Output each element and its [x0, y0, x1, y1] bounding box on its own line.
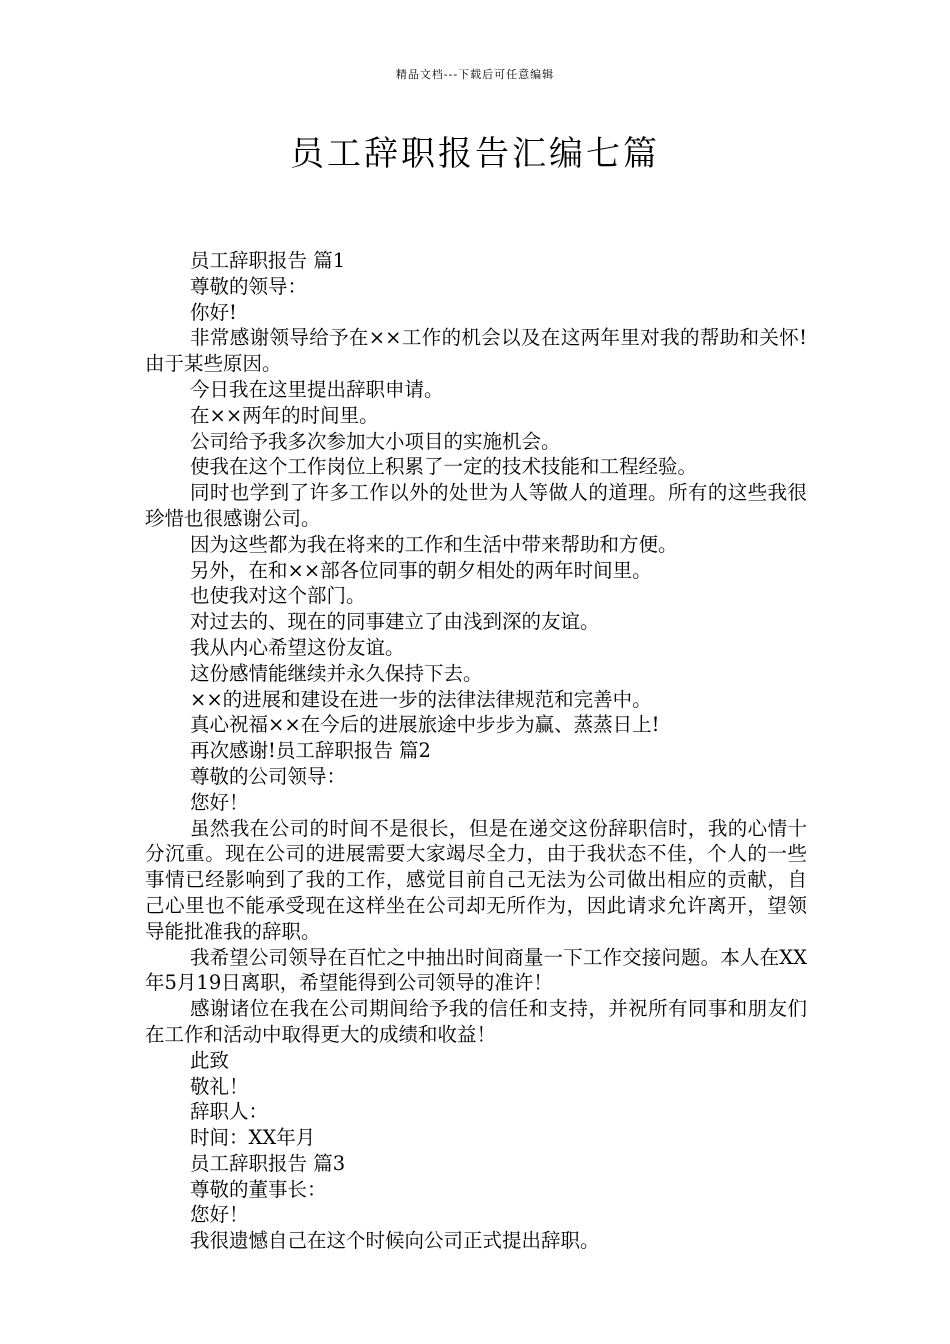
document-title: 员工辞职报告汇编七篇	[290, 134, 660, 174]
paragraph: 因为这些都为我在将来的工作和生活中带来帮助和方便。	[190, 532, 678, 556]
paragraph: 使我在这个工作岗位上积累了一定的技术技能和工程经验。	[190, 455, 698, 479]
paragraph: 公司给予我多次参加大小项目的实施机会。	[190, 429, 561, 453]
paragraph: 在××两年的时间里。	[190, 403, 379, 427]
header-note: 精品文档---下载后可任意编辑	[395, 68, 555, 81]
paragraph: 员工辞职报告 篇1	[190, 249, 346, 272]
paragraph: 我希望公司领导在百忙之中抽出时间商量一下工作交接问题。本人在XX年5月19日离职，希望能得到公司领导的准许！	[145, 945, 807, 995]
paragraph: 再次感谢!员工辞职报告 篇2	[190, 739, 431, 763]
paragraph: 尊敬的董事长：	[190, 1177, 327, 1201]
paragraph: 这份感情能继续并永久保持下去。	[190, 661, 483, 685]
paragraph: 同时也学到了许多工作以外的处世为人等做人的道理。所有的这些我很珍惜也很感谢公司。	[145, 481, 807, 530]
paragraph: 你好!	[190, 300, 237, 324]
paragraph: 我从内心希望这份友谊。	[190, 635, 405, 659]
paragraph: 今日我在这里提出辞职申请。	[190, 377, 444, 401]
paragraph: 辞职人：	[190, 1100, 269, 1124]
paragraph: 真心祝福××在今后的进展旅途中步步为赢、蒸蒸日上!	[190, 713, 660, 737]
paragraph: 时间：XX年月	[190, 1126, 316, 1150]
paragraph: 也使我对这个部门。	[190, 584, 366, 608]
paragraph: 尊敬的领导：	[190, 274, 308, 298]
paragraph: 敬礼！	[190, 1074, 249, 1098]
document-body	[145, 248, 807, 1254]
paragraph: 您好！	[190, 790, 249, 814]
paragraph: 另外，在和××部各位同事的朝夕相处的两年时间里。	[190, 558, 652, 582]
paragraph: 我很遗憾自己在这个时候向公司正式提出辞职。	[190, 1229, 600, 1253]
paragraph: 尊敬的公司领导：	[190, 764, 347, 788]
paragraph: 您好！	[190, 1203, 249, 1227]
paragraph: 非常感谢领导给予在××工作的机会以及在这两年里对我的帮助和关怀!由于某些原因。	[145, 326, 807, 376]
paragraph: 此致	[190, 1048, 230, 1072]
paragraph: 员工辞职报告 篇3	[190, 1151, 346, 1175]
paragraph: 对过去的、现在的同事建立了由浅到深的友谊。	[190, 610, 600, 634]
paragraph: 感谢诸位在我在公司期间给予我的信任和支持，并祝所有同事和朋友们在工作和活动中取得更大的成绩和收益！	[145, 997, 807, 1046]
paragraph: 虽然我在公司的时间不是很长，但是在递交这份辞职信时，我的心情十分沉重。现在公司的进展需要大家竭尽全力，由于我状态不佳，个人的一些事情已经影响到了我的工作，感觉目前自己无法为公司做出相应的贡献，自己心里也不能承受现在这样坐在公司却无所作为，因此请求允许离开，望领导能批准我的辞职。	[145, 816, 807, 943]
paragraph: ××的进展和建设在进一步的法律法律规范和完善中。	[190, 687, 652, 711]
